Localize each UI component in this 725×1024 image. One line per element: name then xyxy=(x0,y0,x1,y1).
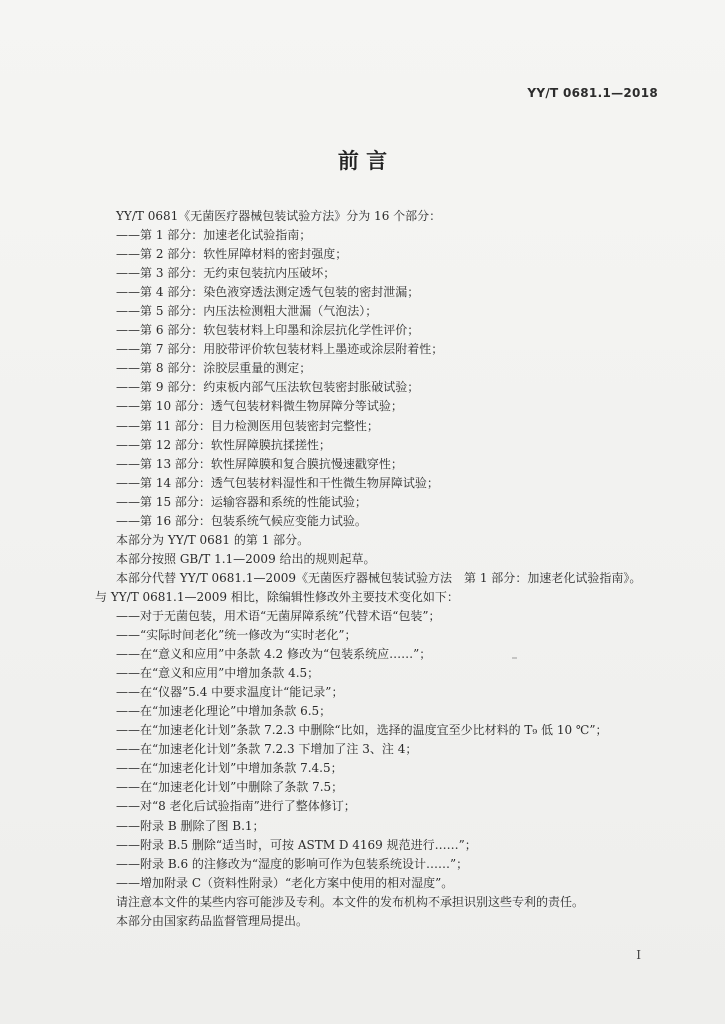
list-item: ——附录 B 删除了图 B.1； xyxy=(116,818,265,833)
list-item: ——“实际时间老化”统一修改为“实时老化”； xyxy=(116,628,357,643)
foreword-body xyxy=(95,207,655,931)
list-item: ——第 16 部分：包装系统气候应变能力试验。 xyxy=(116,513,367,528)
list-item: ——在“加速老化计划”条款 7.2.3 下增加了注 3、注 4； xyxy=(116,742,418,757)
list-item: ——在“仪器”5.4 中要求温度计“能记录”； xyxy=(116,685,344,700)
page-number: I xyxy=(636,948,641,962)
paragraph-line: 本部分由国家药品监督管理局提出。 xyxy=(116,913,309,928)
list-item: ——附录 B.5 删除“适当时，可按 ASTM D 4169 规范进行……”； xyxy=(116,837,477,852)
list-item: ——第 10 部分：透气包装材料微生物屏障分等试验； xyxy=(116,399,403,414)
list-item: ——第 15 部分：运输容器和系统的性能试验； xyxy=(116,494,367,509)
paragraph-line: 与 YY/T 0681.1—2009 相比，除编辑性修改外主要技术变化如下： xyxy=(95,589,459,604)
list-item: ——第 5 部分：内压法检测粗大泄漏（气泡法）； xyxy=(116,304,378,319)
list-item: ——第 1 部分：加速老化试验指南； xyxy=(116,228,312,243)
list-item: ——第 7 部分：用胶带评价软包装材料上墨迹或涂层附着性； xyxy=(116,342,444,357)
paragraph-line: 请注意本文件的某些内容可能涉及专利。本文件的发布机构不承担识别这些专利的责任。 xyxy=(116,894,585,909)
list-item: ——第 11 部分：目力检测医用包装密封完整性； xyxy=(116,418,379,433)
list-item: ——第 2 部分：软性屏障材料的密封强度； xyxy=(116,247,348,262)
list-item: ——对于无菌包装，用术语“无菌屏障系统”代替术语“包装”； xyxy=(116,608,441,623)
list-item: ——第 12 部分：软性屏障膜抗揉搓性； xyxy=(116,437,331,452)
list-item: ——增加附录 C（资料性附录）“老化方案中使用的相对湿度”。 xyxy=(116,875,454,890)
list-item: ——第 14 部分：透气包装材料湿性和干性微生物屏障试验； xyxy=(116,475,439,490)
list-item: ——在“意义和应用”中增加条款 4.5； xyxy=(116,666,320,681)
list-item: ——第 6 部分：软包装材料上印墨和涂层抗化学性评价； xyxy=(116,323,420,338)
list-item: ——第 9 部分：约束板内部气压法软包装密封胀破试验； xyxy=(116,380,420,395)
paragraph-line: 本部分为 YY/T 0681 的第 1 部分。 xyxy=(116,532,310,547)
paragraph-line: 本部分按照 GB/T 1.1—2009 给出的规则起草。 xyxy=(116,551,376,566)
list-item: ——在“加速老化计划”中删除了条款 7.5； xyxy=(116,780,344,795)
list-item: ——在“加速老化理论”中增加条款 6.5； xyxy=(116,704,332,719)
scan-speck xyxy=(512,657,517,659)
list-item: ——在“加速老化计划”条款 7.2.3 中删除“比如，选择的温度宜至少比材料的 T₉ 低 10 ℃”； xyxy=(116,723,608,738)
list-item: ——对“8 老化后试验指南”进行了整体修订； xyxy=(116,799,356,814)
list-item: ——第 3 部分：无约束包装抗内压破坏； xyxy=(116,266,336,281)
list-item: ——第 4 部分：染色液穿透法测定透气包装的密封泄漏； xyxy=(116,285,420,300)
list-item: ——在“意义和应用”中条款 4.2 修改为“包装系统应……”； xyxy=(116,647,432,662)
paragraph-line: YY/T 0681《无菌医疗器械包装试验方法》分为 16 个部分： xyxy=(116,209,442,223)
list-item: ——在“加速老化计划”中增加条款 7.4.5； xyxy=(116,761,343,776)
list-item: ——第 8 部分：涂胶层重量的测定； xyxy=(116,361,312,376)
page-title: 前 言 xyxy=(337,149,388,173)
list-item: ——第 13 部分：软性屏障膜和复合膜抗慢速戳穿性； xyxy=(116,456,403,471)
list-item: ——附录 B.6 的注修改为“湿度的影响可作为包装系统设计……”； xyxy=(116,856,469,871)
standard-code: YY/T 0681.1—2018 xyxy=(527,86,658,100)
paragraph-line: 本部分代替 YY/T 0681.1—2009《无菌医疗器械包装试验方法 第 1 部分：加速老化试验指南》。 xyxy=(116,570,642,585)
